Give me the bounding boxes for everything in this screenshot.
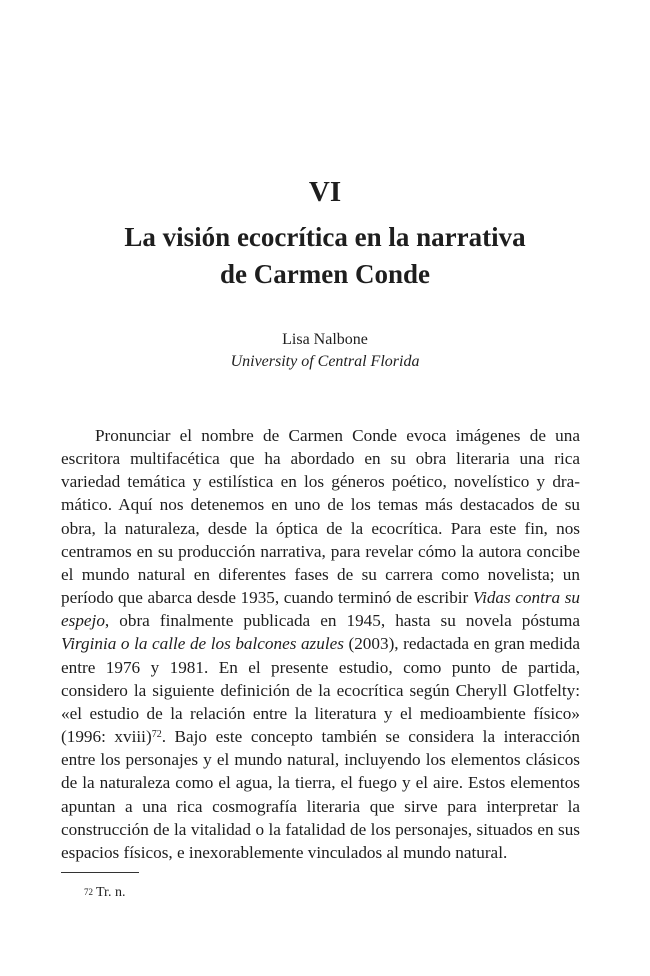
footnote-divider [61,872,139,873]
footnote-reference[interactable]: 72 [151,729,162,741]
author-affiliation: University of Central Florida [230,353,420,370]
text-segment: , obra finalmente publicada en 1945, hasta su novela póstuma [104,611,580,631]
footnote-number: 72 [84,887,93,897]
author-name: Lisa Nalbone [282,331,368,348]
text-segment: . Bajo este concepto también se considera la interacción entre los personajes y el mundo natural, incluyendo los elementos clásicos de la naturaleza como el agua, la tierra, el fuego y el aire. Estos elementos apuntan a una rica cosmografía literaria que sirve para interpretar la construcción de la vitalidad o la fatalidad de los personajes, situados en sus espacios físicos, e inexorablemente vinculados al mundo natural. [61,727,580,862]
text-segment: (2003), redactada en gran medida entre 1976 y 1981. En el presente estudio, como punto de partida, considero la siguiente definición de la ecocrítica según Cheryll Glotfelty: «el estudio de la relación entre la literatura y el medioambiente físico» (1996: xviii) [61,634,580,747]
book-title: Vidas contra su espejo [61,588,580,631]
chapter-title-line-2: de Carmen Conde [220,259,430,289]
chapter-title-line-1: La visión ecocrítica en la narrativa [124,222,526,252]
chapter-number: VI [308,176,342,208]
paragraph [61,424,580,864]
body-text [61,424,580,864]
chapter-title [60,219,590,293]
text-segment: Pronunciar el nombre de Carmen Conde evoca imágenes de una escritora multifacética que ha abordado en su obra literaria una rica variedad temática y estilística en los géneros poético, novelístico y dramático. Aquí nos detenemos en uno de los temas más destacados de su obra, la naturaleza, desde la óptica de la ecocrítica. Para este fin, nos centramos en su producción narrativa, para revelar cómo la autora concibe el mundo natural en diferentes fases de su carrera como novelista; un período que abarca desde 1935, cuando terminó de escribir [61,426,580,608]
footnote [84,884,125,902]
book-title: Virginia o la calle de los balcones azules [61,634,344,654]
footnote-text: Tr. n. [96,885,126,900]
